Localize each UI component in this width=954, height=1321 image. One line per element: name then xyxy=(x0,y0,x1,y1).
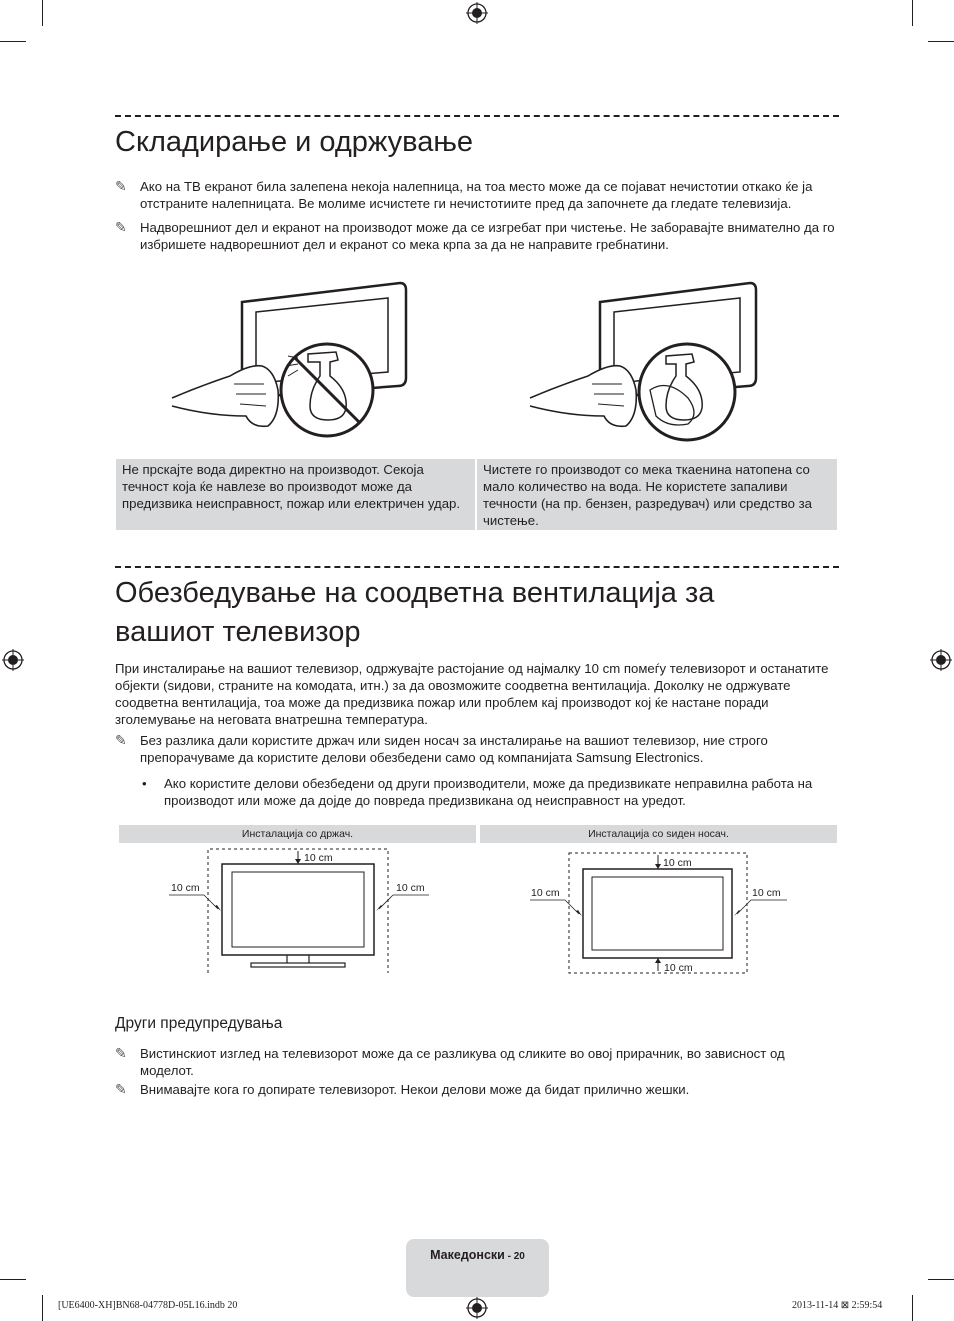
note-text: Ако на ТВ екранот била залепена некоја налепница, на тоа место може да се појават нечистотии откако ќе ја отстраните налепницата. Ве молиме исчистете ги нечистотиите пред да започнете да гледате телевизија. xyxy=(140,179,813,211)
bullet-text: Ако користите делови обезбедени од други производители, може да предизвикате неправилна работа на производот или може да дојде до повреда предизвикана од неисправност на уредот. xyxy=(164,776,813,808)
crop-mark xyxy=(42,0,43,26)
bullet-list-item xyxy=(142,775,832,809)
illustration-no-spray xyxy=(170,278,420,448)
registration-mark-icon xyxy=(930,649,952,671)
dimension-top: 10 cm xyxy=(304,852,333,864)
section-title-storage: Складирање и одржување xyxy=(115,126,474,158)
page-label xyxy=(406,1247,549,1265)
pencil-note-icon: ✎ xyxy=(115,732,127,748)
caption-no-spray: Не прскајте вода директно на производот. Секоја течност која ќе навлезе во производот може да предизвика неисправност, пожар или електричен удар. xyxy=(116,459,475,530)
dimension-bottom: 10 cm xyxy=(664,962,693,974)
crop-mark xyxy=(928,41,954,42)
dimension-top: 10 cm xyxy=(663,857,692,869)
diagram-stand-heading: Инсталација со држач. xyxy=(119,825,476,843)
section-title-ventilation-line1: Обезбедување на соодветна вентилација за xyxy=(115,577,715,609)
crop-mark xyxy=(0,41,26,42)
crop-mark xyxy=(42,1295,43,1321)
print-timestamp: 2013-11-14 ⊠ 2:59:54 xyxy=(792,1300,883,1311)
note-text: Вистинскиот изглед на телевизорот може да се разликува од сликите во овој прирачник, во зависност од моделот. xyxy=(140,1046,785,1078)
diagram-wall-installation xyxy=(480,845,837,977)
page-number-separator: - xyxy=(504,1251,514,1262)
registration-mark-icon xyxy=(2,649,24,671)
language-label: Македонски xyxy=(430,1248,505,1262)
ventilation-paragraph: При инсталирање на вашиот телевизор, одржувајте растојание од најмалку 10 cm помеѓу телевизорот и останатите објекти (sидови, страните на комодата, итн.) за да овозможите соодветна вентилација. Доколку не одржувате соодветна вентилација, тоа може да предизвика пожар или проблем кај производот кој ќе настане поради зголемување на неговата внатрешна температура. xyxy=(115,661,829,727)
note-text: Надворешниот дел и екранот на производот може да се изгребат при чистење. Не заборавајте внимателно да го избришете надворешниот дел и екранот со мека крпа за да не направите гребнатини. xyxy=(140,220,835,252)
subsection-title-other-warnings: Други предупредувања xyxy=(115,1015,283,1032)
note-samsung-parts xyxy=(115,732,840,766)
note-sticker xyxy=(115,178,840,212)
dimension-left: 10 cm xyxy=(531,887,560,899)
pencil-note-icon: ✎ xyxy=(115,178,127,194)
section-divider xyxy=(115,566,839,568)
dimension-left: 10 cm xyxy=(171,882,200,894)
note-scratch xyxy=(115,219,840,253)
note-appearance xyxy=(115,1045,840,1079)
section-divider xyxy=(115,115,839,117)
crop-mark xyxy=(912,0,913,26)
registration-mark-icon xyxy=(466,2,488,24)
diagram-stand-installation xyxy=(119,845,476,977)
diagram-wall-heading: Инсталација со sиден носач. xyxy=(480,825,837,843)
bullet-dot: • xyxy=(142,776,147,791)
page-number: 20 xyxy=(513,1251,525,1262)
illustration-soft-cloth xyxy=(528,278,778,448)
pencil-note-icon: ✎ xyxy=(115,1081,127,1097)
note-hot-parts xyxy=(115,1081,840,1098)
pencil-note-icon: ✎ xyxy=(115,219,127,235)
dimension-right: 10 cm xyxy=(396,882,425,894)
crop-mark xyxy=(0,1279,26,1280)
registration-mark-icon xyxy=(466,1297,488,1319)
crop-mark xyxy=(928,1279,954,1280)
pencil-note-icon: ✎ xyxy=(115,1045,127,1061)
dimension-right: 10 cm xyxy=(752,887,781,899)
crop-mark xyxy=(912,1295,913,1321)
print-file-info: [UE6400-XH]BN68-04778D-05L16.indb 20 xyxy=(58,1300,238,1311)
section-title-ventilation-line2: вашиот телевизор xyxy=(115,616,361,648)
note-text: Без разлика дали користите држач или sиден носач за инсталирање на вашиот телевизор, ние строго препорачуваме да користите делови обезбедени само од компанијата Samsung Electronics. xyxy=(140,733,768,765)
note-text: Внимавајте кога го допирате телевизорот. Некои делови може да бидат прилично жешки. xyxy=(140,1082,690,1097)
caption-soft-cloth: Чистете го производот со мека ткаенина натопена со мало количество на вода. Не користете запаливи течности (на пр. бензен, разредувач) или средство за чистење. xyxy=(477,459,837,530)
